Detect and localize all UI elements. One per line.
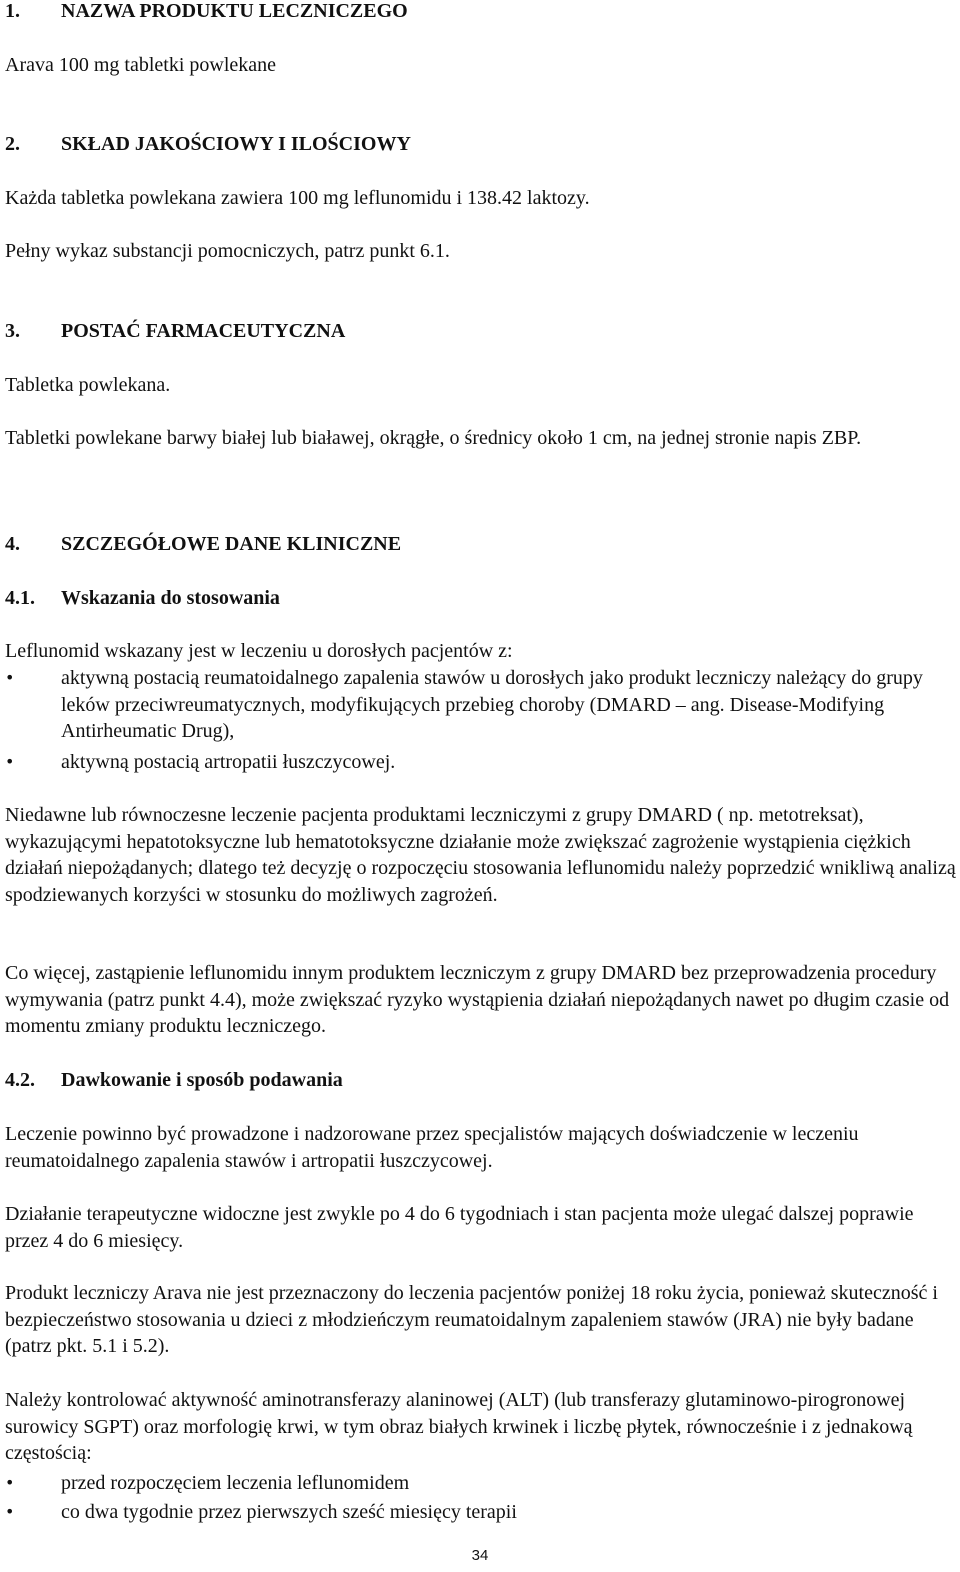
- monitoring-list: [5, 1470, 955, 1525]
- list-item-text: aktywną postacią artropatii łuszczycowej.: [61, 750, 396, 773]
- list-item-text: aktywną postacią reumatoidalnego zapalenia stawów u dorosłych jako produkt leczniczy należący do grupy leków przeciwreumatycznych, modyfikujących przebieg choroby (DMARD – ang. Disease-Modifying Antirheumatic Drug),: [61, 667, 923, 742]
- product-name: Arava 100 mg tabletki powlekane: [5, 54, 277, 76]
- indications-intro: Leflunomid wskazany jest w leczeniu u dorosłych pacjentów z:: [5, 640, 513, 662]
- section-heading-4-1: [5, 585, 280, 612]
- section-heading-4: [5, 531, 401, 558]
- dosage-paragraph-2: Działanie terapeutyczne widoczne jest zwykle po 4 do 6 tygodniach i stan pacjenta może ulegać dalszej poprawie przez 4 do 6 miesięcy.: [5, 1203, 914, 1252]
- section-title: SKŁAD JAKOŚCIOWY I ILOŚCIOWY: [61, 133, 411, 155]
- section-heading-4-2: [5, 1067, 343, 1094]
- indications-list: [5, 665, 955, 775]
- excipients-text: Pełny wykaz substancji pomocniczych, patrz punkt 6.1.: [5, 240, 450, 262]
- section-title: SZCZEGÓŁOWE DANE KLINICZNE: [61, 533, 402, 555]
- section-number: 4.2.: [5, 1069, 35, 1091]
- section-title: NAZWA PRODUKTU LECZNICZEGO: [61, 0, 408, 22]
- dosage-paragraph-4: Należy kontrolować aktywność aminotransferazy alaninowej (ALT) (lub transferazy glutaminowo-pirogronowej surowicy SGPT) oraz morfologię krwi, w tym obraz białych krwinek i liczbę płytek, równocześnie i z jednakową częstością:: [5, 1389, 913, 1464]
- dosage-paragraph-3: Produkt leczniczy Arava nie jest przeznaczony do leczenia pacjentów poniżej 18 roku życia, ponieważ skuteczność i bezpieczeństwo stosowania u dzieci z młodzieńczym reumatoidalnym zapaleniem stawów (JRA) nie były badane (patrz pkt. 5.1 i 5.2).: [5, 1282, 938, 1357]
- section-title: Wskazania do stosowania: [61, 587, 280, 609]
- list-item: [5, 749, 955, 776]
- page-number: 34: [471, 1547, 489, 1564]
- section-number: 4.: [5, 533, 20, 555]
- bullet-icon: •: [5, 1501, 15, 1521]
- section-heading-1: [5, 0, 408, 25]
- section-number: 3.: [5, 320, 20, 342]
- indications-paragraph-3: Co więcej, zastąpienie leflunomidu innym produktem leczniczym z grupy DMARD bez przeprowadzenia procedury wymywania (patrz punkt 4.4), może zwiększać ryzyko wystąpienia działań niepożądanych nawet po długim czasie od momentu zmiany produktu leczniczego.: [5, 962, 950, 1037]
- section-title: Dawkowanie i sposób podawania: [61, 1069, 343, 1091]
- dosage-paragraph-1: Leczenie powinno być prowadzone i nadzorowane przez specjalistów mających doświadczenie w leczeniu reumatoidalnego zapalenia stawów i artropatii łuszczycowej.: [5, 1123, 859, 1172]
- bullet-icon: •: [5, 751, 15, 771]
- section-number: 2.: [5, 133, 20, 155]
- section-number: 4.1.: [5, 587, 35, 609]
- form-description: Tabletki powlekane barwy białej lub białawej, okrągłe, o średnicy około 1 cm, na jednej stronie napis ZBP.: [5, 427, 862, 449]
- composition-text: Każda tabletka powlekana zawiera 100 mg leflunomidu i 138.42 laktozy.: [5, 187, 590, 209]
- form-text: Tabletka powlekana.: [5, 374, 171, 396]
- bullet-icon: •: [5, 668, 15, 687]
- section-title: POSTAĆ FARMACEUTYCZNA: [61, 320, 346, 342]
- list-item: [5, 1470, 955, 1497]
- section-heading-2: [5, 131, 411, 158]
- indications-paragraph-2: Niedawne lub równoczesne leczenie pacjenta produktami leczniczymi z grupy DMARD ( np. metotreksat), wykazującymi hepatotoksyczne lub hematotoksyczne działanie może zwiększać zagrożenie wystąpienia ciężkich działań niepożądanych; dlatego też decyzję o rozpoczęciu stosowania leflunomidu należy poprzedzić wnikliwą analizą spodziewanych korzyści w stosunku do możliwych zagrożeń.: [5, 804, 956, 906]
- bullet-icon: •: [5, 1473, 15, 1492]
- list-item-text: przed rozpoczęciem leczenia leflunomidem: [61, 1472, 410, 1494]
- list-item: [5, 1499, 955, 1526]
- list-item: [5, 665, 955, 745]
- section-heading-3: [5, 318, 345, 345]
- section-number: 1.: [5, 0, 20, 22]
- list-item-text: co dwa tygodnie przez pierwszych sześć miesięcy terapii: [61, 1500, 517, 1523]
